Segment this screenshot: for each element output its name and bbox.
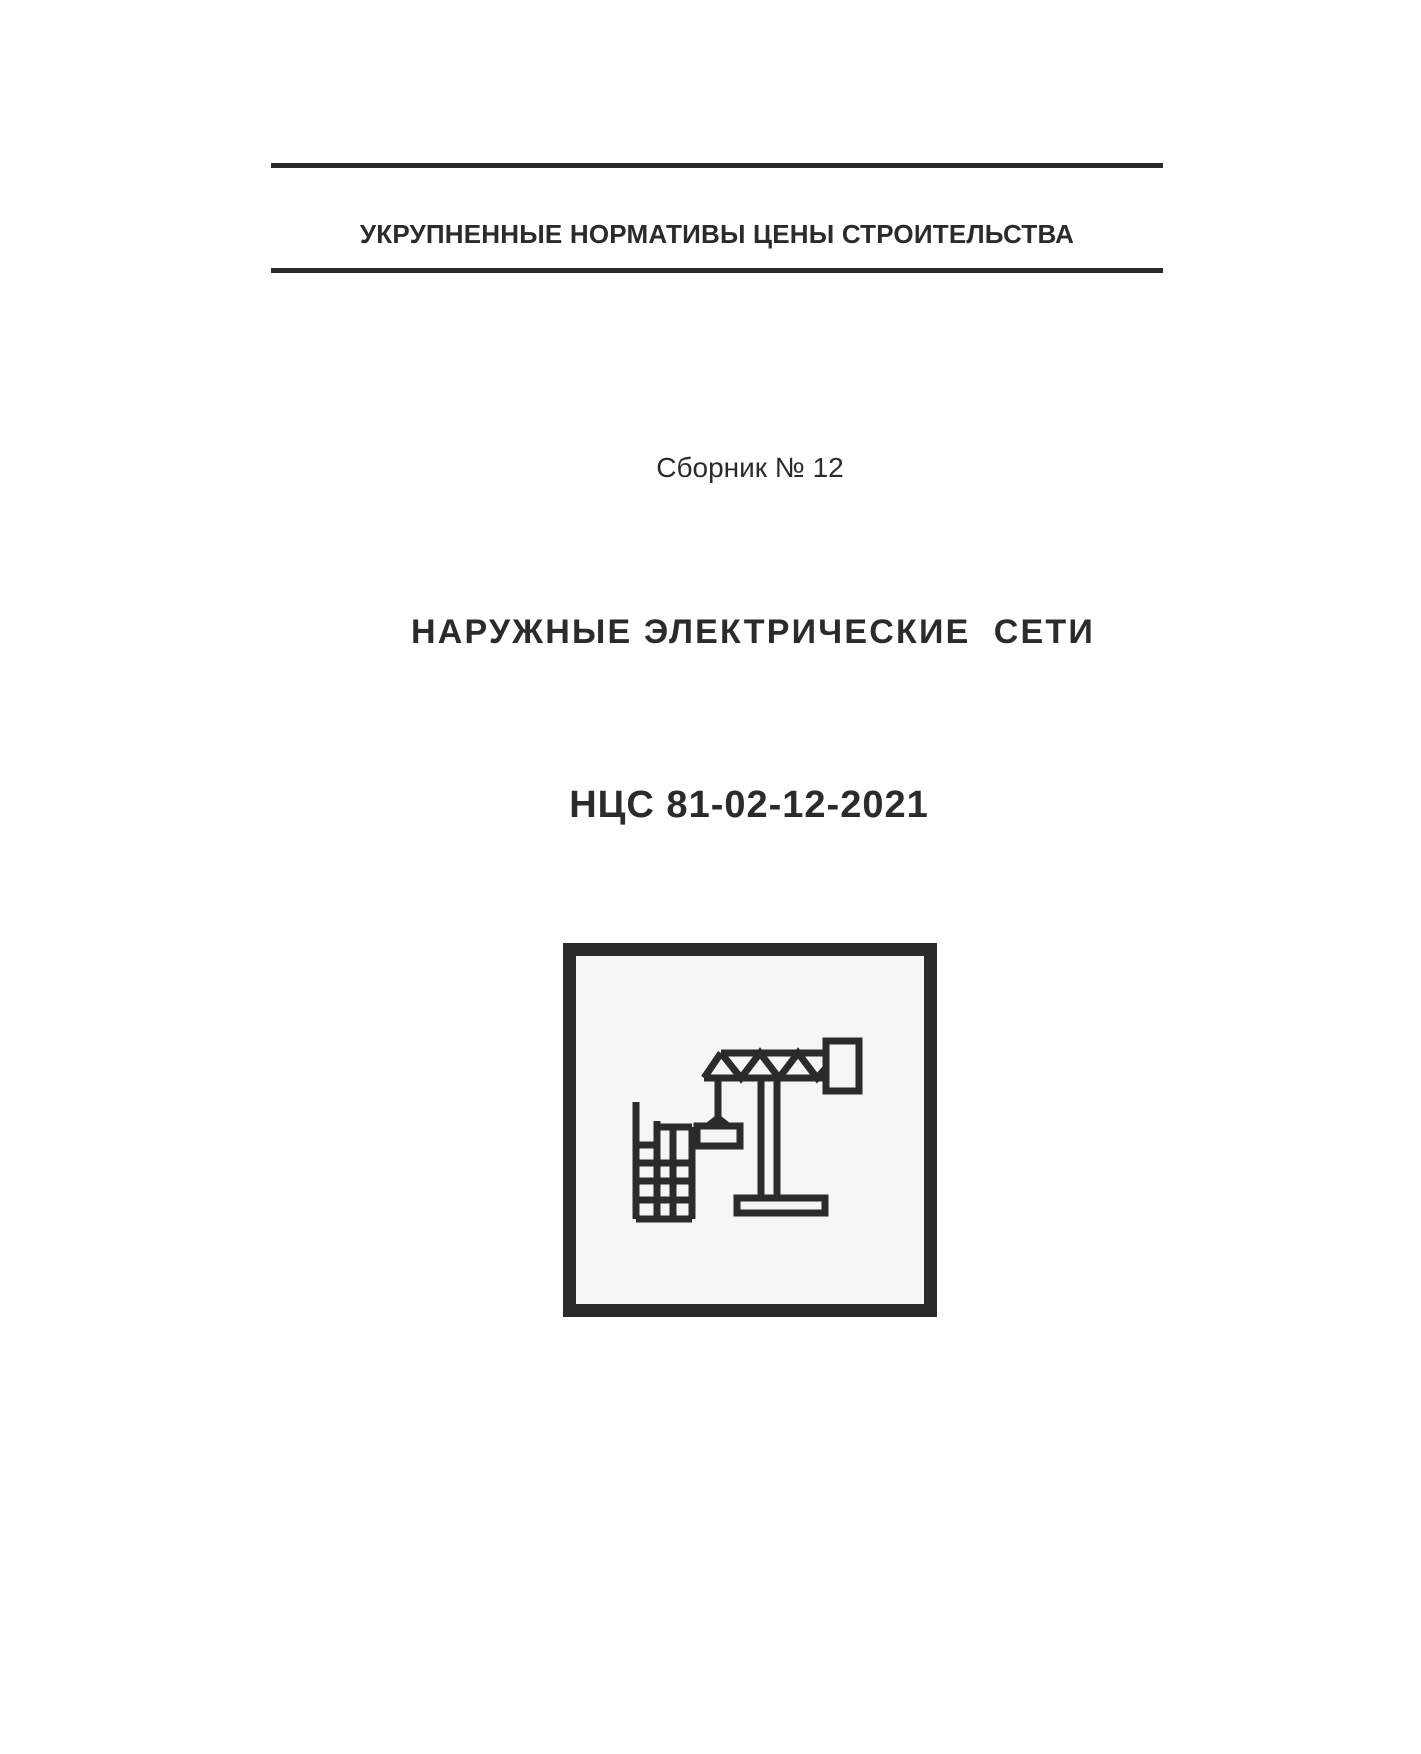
construction-emblem xyxy=(563,943,937,1317)
top-rule xyxy=(271,163,1163,168)
document-code: НЦС 81-02-12-2021 xyxy=(569,784,929,826)
construction-crane-icon xyxy=(563,943,937,1317)
bottom-rule xyxy=(271,268,1163,273)
series-title: УКРУПНЕННЫЕ НОРМАТИВЫ ЦЕНЫ СТРОИТЕЛЬСТВА xyxy=(359,219,1075,249)
document-title: НАРУЖНЫЕ ЭЛЕКТРИЧЕСКИЕ СЕТИ xyxy=(411,613,1096,651)
collection-number: Сборник № 12 xyxy=(656,452,844,483)
